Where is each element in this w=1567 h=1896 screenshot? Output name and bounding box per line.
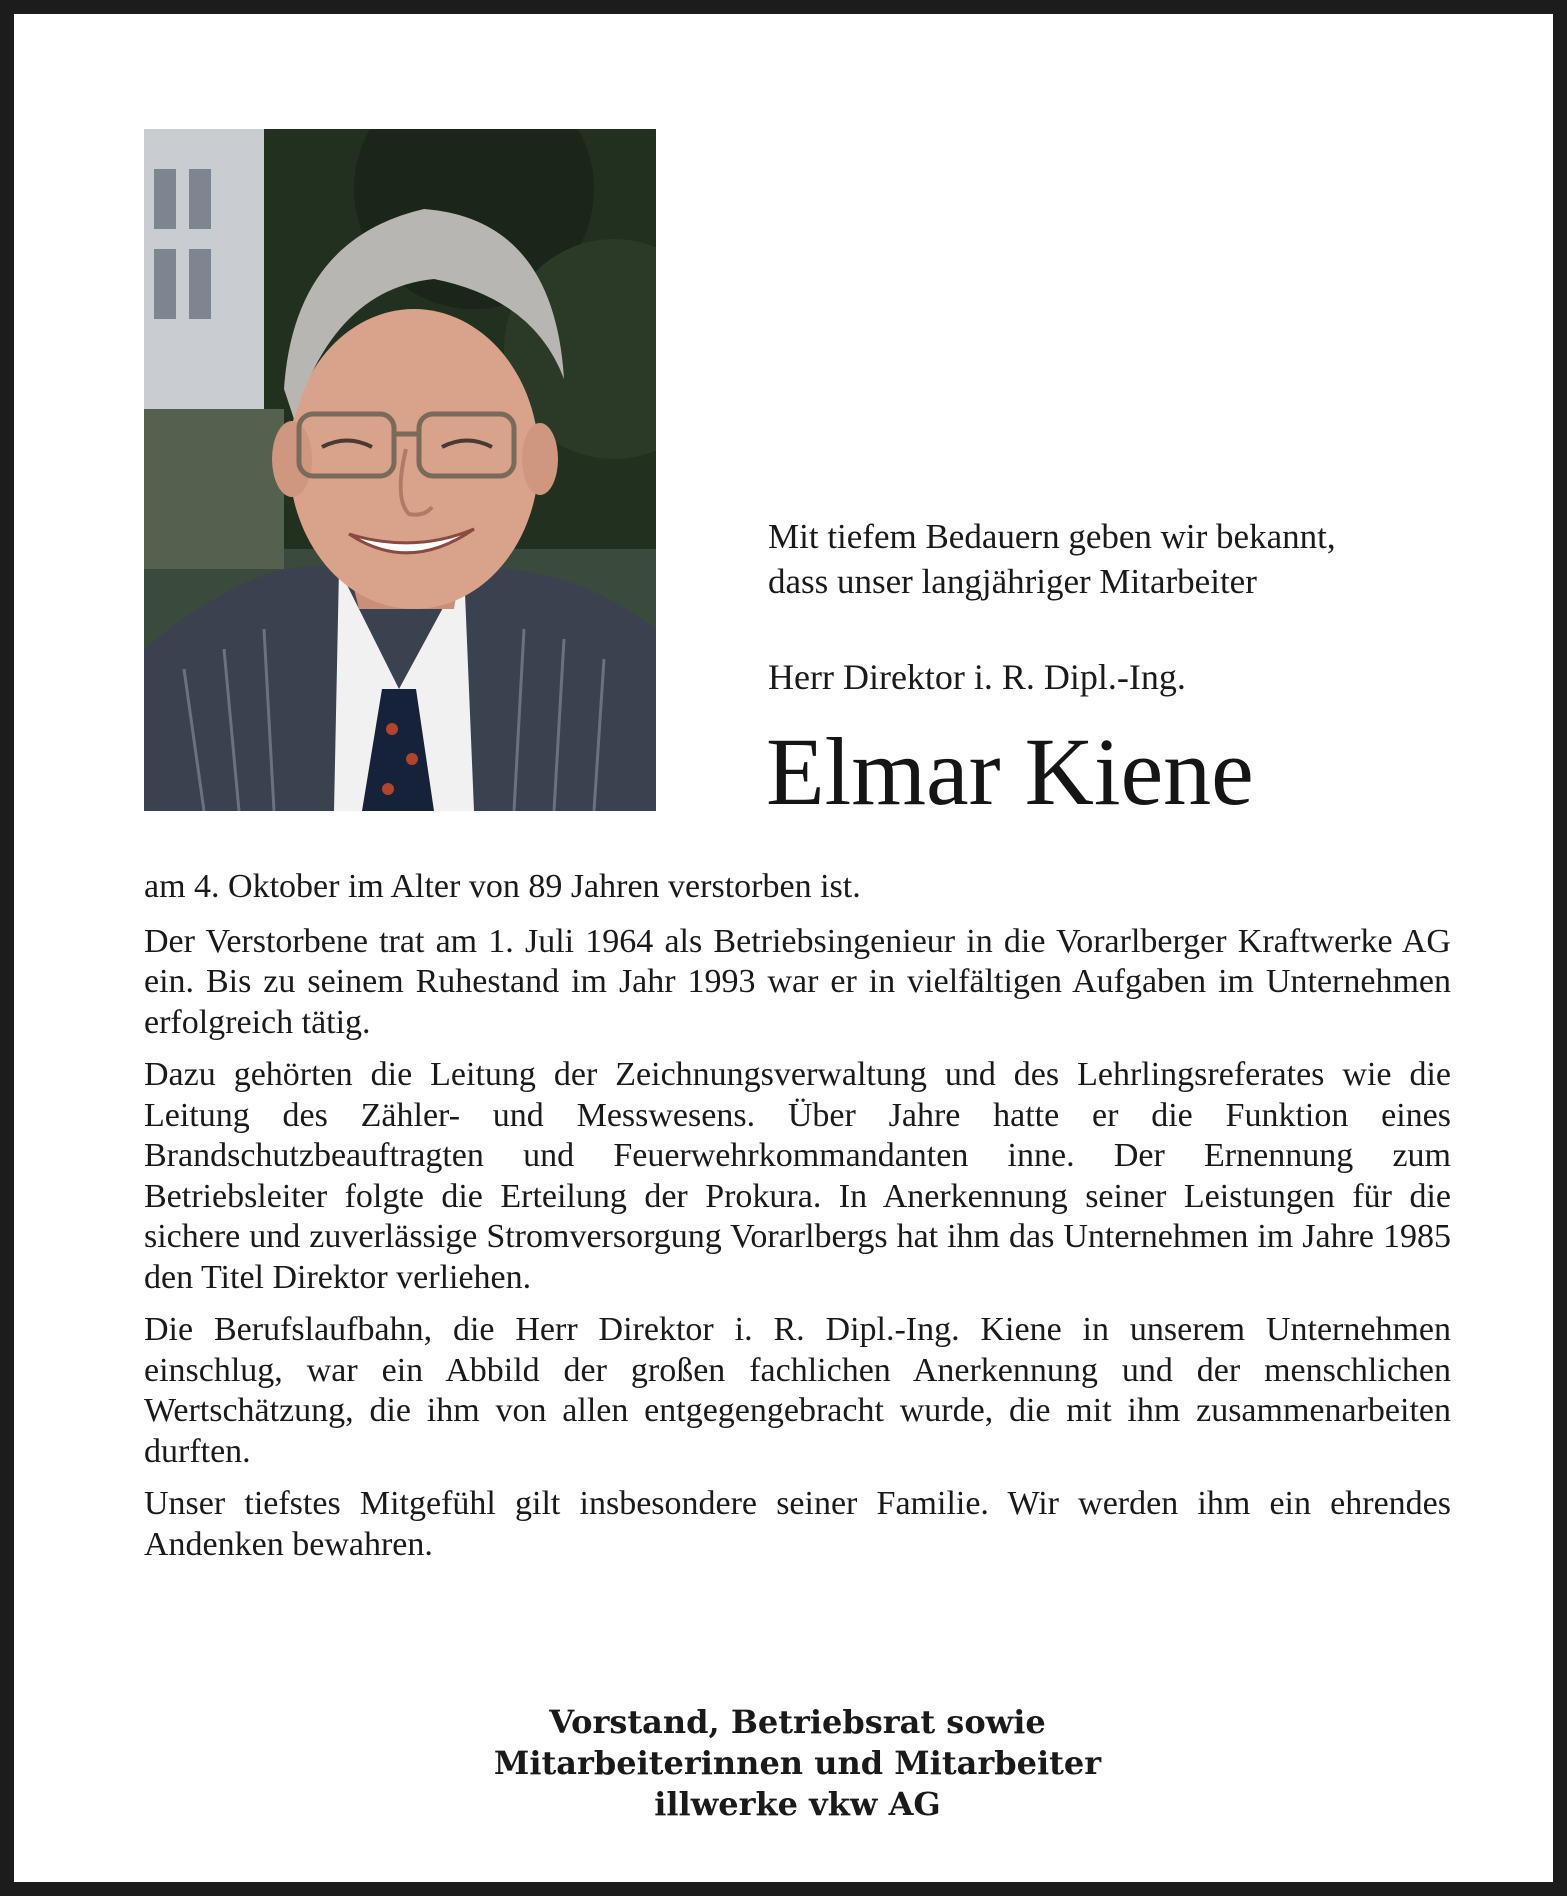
intro-line: dass unser langjähriger Mitarbeiter bbox=[768, 562, 1257, 601]
portrait-photo bbox=[144, 129, 656, 811]
signature-line: Mitarbeiterinnen und Mitarbeiter bbox=[493, 1744, 1102, 1782]
paragraph: am 4. Oktober im Alter von 89 Jahren verstorben ist. bbox=[144, 868, 861, 905]
intro-line: Mit tiefem Bedauern geben wir bekannt, bbox=[768, 517, 1336, 556]
deceased-name: Elmar Kiene bbox=[766, 718, 1254, 825]
paragraph: Dazu gehörten die Leitung der Zeichnungsverwaltung und des Lehrlingsreferates wie die Leitung des Zähler- und Messwesens. Über Jahre hatte er die Funktion eines Brandschutzbeauftragten und Feuerwehrkommandanten inne. Der Ernennung zum Betriebsleiter folgte die Erteilung der Prokura. In Anerkennung seiner Leistungen für die sichere und zuverlässige Stromversorgung Vorarlbergs hat ihm das Unternehmen im Jahre 1985 den Titel Direktor verliehen. bbox=[144, 1056, 1451, 1296]
paragraph: Unser tiefstes Mitgefühl gilt insbesondere seiner Familie. Wir werden ihm ein ehrendes Andenken bewahren. bbox=[144, 1485, 1451, 1563]
signature-line: illwerke vkw AG bbox=[654, 1785, 941, 1823]
honorific-title: Herr Direktor i. R. Dipl.-Ing. bbox=[768, 657, 1186, 697]
intro-text bbox=[768, 514, 1468, 604]
paragraph: Die Berufslaufbahn, die Herr Direktor i. R. Dipl.-Ing. Kiene in unserem Unternehmen einschlug, war ein Abbild der großen fachlichen Anerkennung und der menschlichen Wertschätzung, die ihm von allen entgegengebracht wurde, die mit ihm zusammenarbeiten durften. bbox=[144, 1311, 1451, 1470]
signature-block bbox=[144, 1702, 1451, 1825]
signature-line: Vorstand, Betriebsrat sowie bbox=[549, 1703, 1046, 1741]
obituary-body bbox=[144, 867, 1451, 1577]
paragraph: Der Verstorbene trat am 1. Juli 1964 als Betriebsingenieur in die Vorarlberger Kraftwerke AG ein. Bis zu seinem Ruhestand im Jahr 1993 war er in vielfältigen Aufgaben im Unternehmen erfolgreich tätig. bbox=[144, 922, 1451, 1041]
